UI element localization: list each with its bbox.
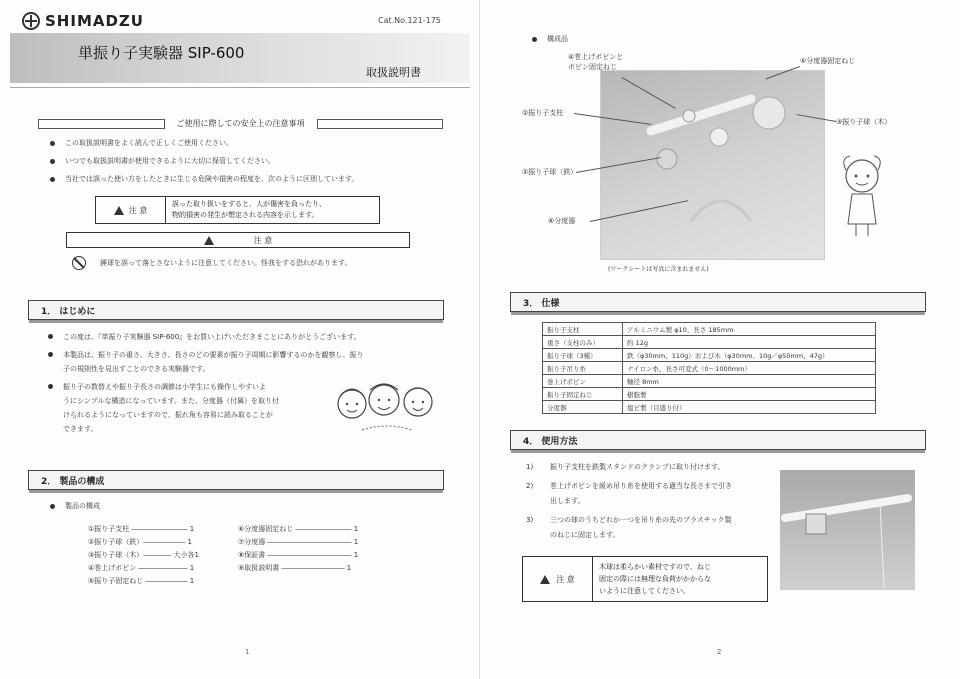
shimadzu-logo — [22, 12, 144, 30]
list-item: 1) 振り子支柱を鉄製スタンドのクランプに取り付けます。 — [526, 463, 725, 471]
section-header-usage: 4． 使用方法 — [510, 430, 926, 450]
usage-steps — [526, 460, 776, 543]
prohibited-icon — [72, 256, 86, 270]
header-divider — [10, 87, 470, 88]
list-item: ④巻上げボビン ――――――― 1 — [88, 564, 195, 572]
page-number: 2 — [717, 648, 722, 656]
list-item — [238, 576, 388, 586]
document-title: 単振り子実験器 SIP-600 — [78, 44, 245, 62]
caution-bar — [66, 232, 410, 248]
warning-legend-box — [95, 196, 380, 224]
warning-triangle-icon — [204, 236, 214, 245]
parts-list — [88, 524, 388, 586]
warning-legend-text: 誤った取り扱いをすると、人が傷害を負ったり、 物的損害の発生が想定される内容を示します。 — [172, 200, 326, 219]
section-header-specs: 3． 仕様 — [510, 292, 926, 312]
specs-table — [542, 322, 876, 414]
bullet-icon — [532, 37, 537, 42]
document-subtitle: 取扱説明書 — [366, 66, 421, 79]
warning-triangle-icon — [540, 575, 550, 584]
list-item: ⑤振り子固定ねじ ―――――― 1 — [88, 577, 195, 585]
table-row: 分度器 塩ビ製（目盛り付） — [543, 401, 876, 414]
bullet-icon — [50, 177, 55, 182]
product-photo — [600, 70, 825, 260]
list-item: ③振り子球（木）―――― 大小各1 — [88, 551, 199, 559]
list-item: 出します。 — [550, 497, 585, 505]
table-row: 巻上げボビン 軸径 8mm — [543, 375, 876, 388]
list-item: この取扱説明書をよく読んで正しくご使用ください。 — [50, 137, 450, 149]
table-row: 振り子球（3種） 鉄（φ30mm、110g）および木（φ30mm、10g／φ50mm、47g） — [543, 349, 876, 362]
children-illustration — [332, 376, 442, 436]
list-item: 2) 巻上げボビンを緩め吊り糸を使用する適当な長さまで引き — [526, 482, 732, 490]
shimadzu-logo-icon — [22, 12, 40, 30]
list-item: ⑥分度器固定ねじ ―――――――― 1 — [238, 525, 359, 533]
callout-support-rod: ①振り子支柱 — [522, 109, 564, 117]
table-row: 振り子支柱 アルミニウム製 φ10、長さ 185mm — [543, 323, 876, 336]
list-item: この度は、『単振り子実験器 SIP-600』をお買い上げいただきまことにありがとうございます。 — [48, 330, 458, 344]
bullet-icon — [50, 141, 55, 146]
callout-iron-ball: ②振り子球（鉄） — [522, 168, 578, 176]
list-item: ②振り子球（鉄）―――――― 1 — [88, 538, 192, 546]
usage-photo — [780, 470, 915, 590]
list-item: 3) 三つの球のうちどれか一つを吊り糸の先のプラスチック製 — [526, 516, 732, 524]
bullet-icon — [50, 504, 55, 509]
list-item: のねじに固定します。 — [550, 531, 620, 539]
callout-wood-ball: ③振り子球（木） — [836, 118, 892, 126]
photo-note: (ワークシートは写真に含まれません) — [608, 266, 709, 273]
safety-heading-left-box — [38, 119, 165, 129]
components-heading: 構成品 — [532, 33, 568, 45]
bullet-icon — [50, 159, 55, 164]
intro-body: この度は、『単振り子実験器 SIP-600』をお買い上げいただきまことにありがとうございます。 本製品は、振り子の重さ、大きさ、長さのどの要素が振り子周期に影響するのかを観察し、振り 子の規則性を見出すことのできる実験器です。 振り子の数替えや振り子長さの調節は小学生にも操作しやすいよ うにシンプルな構造になっています。また、分度器（付属）を取り付 けられるようになっていますので、振れ角も容易に読み取ることが できます。 — [48, 330, 458, 436]
safety-heading — [38, 118, 443, 129]
section-header-composition: 2． 製品の構成 — [28, 470, 444, 490]
list-item: 本製品は、振り子の重さ、大きさ、長さのどの要素が振り子周期に影響するのかを観察し、振り — [48, 348, 458, 362]
safety-heading-text: ご使用に際しての安全上の注意事項 — [176, 119, 305, 128]
caution-label: 注 意 — [253, 235, 273, 245]
safety-heading-right-box — [317, 119, 444, 129]
list-item: ①振り子支柱 ―――――――― 1 — [88, 525, 195, 533]
safety-bullets — [50, 137, 450, 185]
table-row: 重さ（支柱のみ） 約 12g — [543, 336, 876, 349]
list-item: ⑦分度器 ―――――――――――― 1 — [238, 538, 359, 546]
list-item: いつでも取扱説明書が使用できるように大切に保管してください。 — [50, 155, 450, 167]
page-number: 1 — [245, 648, 250, 656]
callout-protractor: ⑥分度器 — [548, 217, 576, 225]
girl-mascot-illustration — [836, 150, 888, 238]
usage-caution-label: 注 意 — [523, 557, 593, 601]
callout-protractor-screw: ⑤分度器固定ねじ — [800, 57, 856, 65]
caution-text: 錘球を誤って落とさないように注意してください。怪我をする恐れがあります。 — [100, 259, 352, 267]
list-item: ⑧保証書 ―――――――――――― 1 — [238, 551, 359, 559]
list-item: 当社では誤った使い方をしたときに生じる危険や損害の程度を、次のように区別しています。 — [50, 173, 450, 185]
section-header-intro: 1． はじめに — [28, 300, 444, 320]
pendulum-apparatus-illustration — [601, 71, 826, 261]
warning-triangle-icon — [114, 206, 124, 215]
brand-name: SHIMADZU — [45, 12, 144, 30]
table-row: 振り子固定ねじ 樹脂製 — [543, 388, 876, 401]
bullet-icon — [48, 334, 53, 339]
callout-bobbin: ④巻上げボビンと ボビン固定ねじ — [568, 53, 624, 71]
bullet-icon — [48, 352, 53, 357]
usage-caution-text: 木球は柔らかい素材ですので、ねじ 固定の際には無理な負荷がかからな いように注意してください。 — [599, 563, 711, 595]
warning-legend-label: 注 意 — [96, 197, 166, 223]
bullet-icon — [48, 384, 53, 389]
list-item: ⑨取扱説明書 ――――――――― 1 — [238, 564, 352, 572]
list-item: 振り子の数替えや振り子長さの調節は小学生にも操作しやすいよ — [48, 380, 458, 394]
composition-sub-heading: 製品の構成 — [50, 500, 100, 512]
rod-clamp-illustration — [780, 470, 915, 590]
table-row: 振り子吊り糸 ナイロン糸、長さ可変式（0〜1000mm） — [543, 362, 876, 375]
usage-caution-box — [522, 556, 768, 602]
catalog-number: Cat.No.121-175 — [378, 16, 441, 25]
